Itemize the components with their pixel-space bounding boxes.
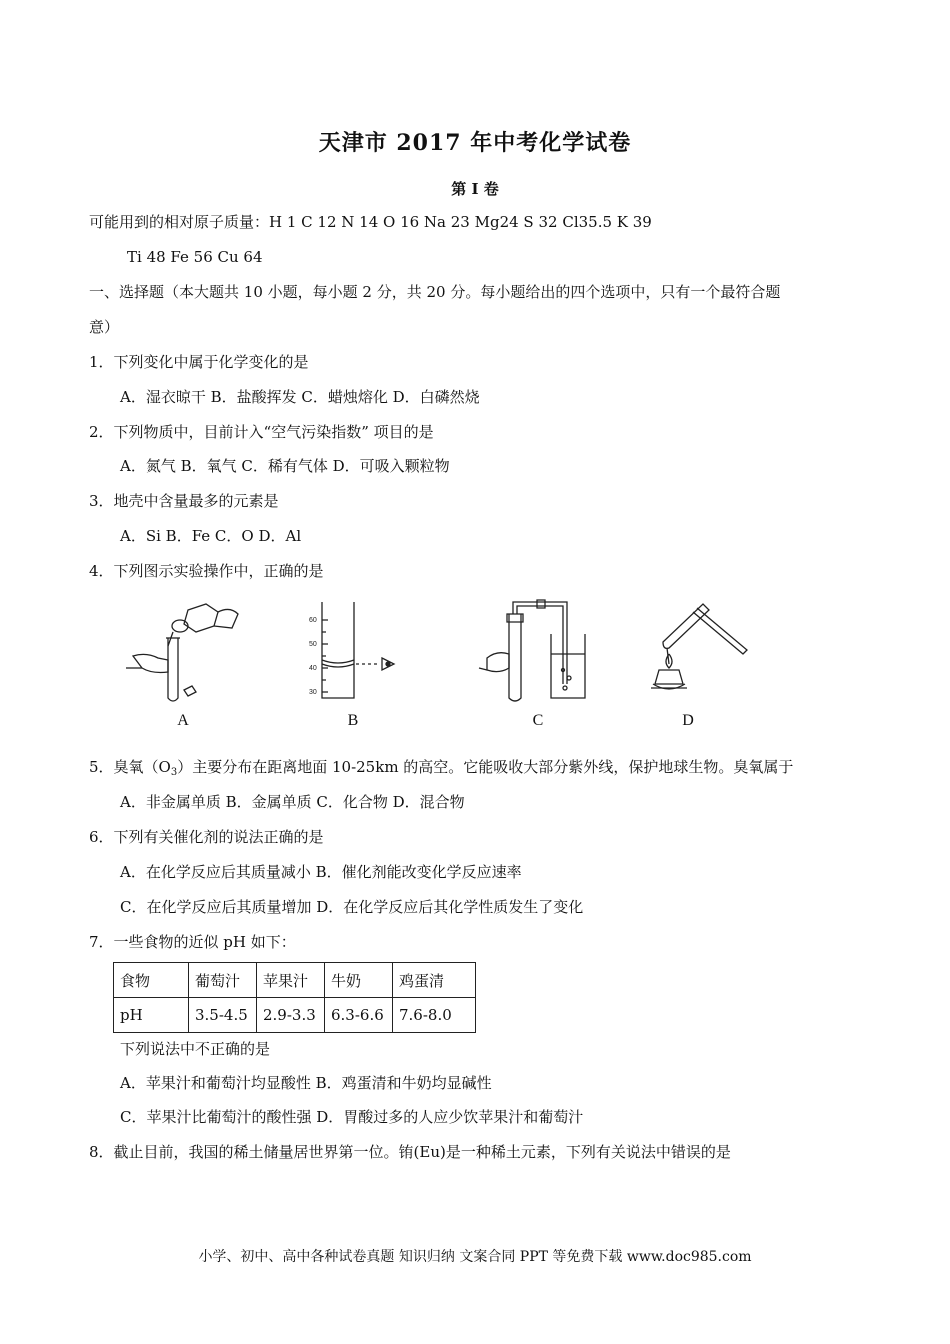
figure-c-label: C [532, 712, 544, 729]
airtightness-check-icon [473, 598, 603, 708]
question-5-subscript: 3 [170, 767, 178, 778]
section-instructions-line2: 意） [89, 318, 120, 336]
question-4-stem: 4．下列图示实验操作中，正确的是 [89, 562, 324, 580]
question-1-stem: 1．下列变化中属于化学变化的是 [89, 353, 309, 371]
table-cell: 7.6-8.0 [393, 998, 476, 1033]
table-cell: 牛奶 [325, 963, 393, 998]
tick-label: 60 [309, 617, 317, 624]
question-1-options: A．湿衣晾干 B．盐酸挥发 C．蜡烛熔化 D．白磷然烧 [120, 388, 480, 406]
table-cell: 苹果汁 [257, 963, 325, 998]
tick-label: 40 [309, 665, 317, 672]
question-3-stem: 3．地壳中含量最多的元素是 [89, 492, 279, 510]
question-2-options: A．氮气 B．氧气 C．稀有气体 D．可吸入颗粒物 [120, 457, 450, 475]
figure-a-label: A [177, 712, 189, 729]
question-5-stem [89, 757, 793, 783]
question-6-options-1: A．在化学反应后其质量减小 B．催化剂能改变化学反应速率 [120, 863, 522, 881]
tick-label: 50 [309, 641, 317, 648]
question-3-options: A．Si B．Fe C．O D．Al [120, 527, 302, 545]
graduated-cylinder-icon [288, 598, 418, 708]
table-cell: 葡萄汁 [189, 963, 257, 998]
ph-table [113, 962, 476, 1033]
question-5-options: A．非金属单质 B．金属单质 C．化合物 D．混合物 [120, 793, 465, 811]
question-7-options-1: A．苹果汁和葡萄汁均显酸性 B．鸡蛋清和牛奶均显碱性 [120, 1074, 492, 1092]
question-7-options-2: C．苹果汁比葡萄汁的酸性强 D．胃酸过多的人应少饮苹果汁和葡萄汁 [120, 1108, 584, 1126]
question-7-question: 下列说法中不正确的是 [120, 1040, 271, 1058]
section-instructions-line1: 一、选择题（本大题共 10 小题，每小题 2 分，共 20 分。每小题给出的四个选项中，只有一个最符合题 [89, 283, 781, 301]
table-cell: 2.9-3.3 [257, 998, 325, 1033]
exam-title: 天津市 2017 年中考化学试卷 [318, 130, 632, 156]
question-4-figures [118, 598, 798, 730]
page-footer: 小学、初中、高中各种试卷真题 知识归纳 文案合同 PPT 等免费下载 www.doc985.com [198, 1249, 752, 1265]
heating-test-tube-icon [623, 598, 753, 708]
question-5-stem-after: ）主要分布在距离地面 10-25km 的高空。它能吸收大部分紫外线，保护地球生物。臭氧属于 [177, 758, 794, 776]
question-6-stem: 6．下列有关催化剂的说法正确的是 [89, 828, 324, 846]
figure-d [623, 598, 753, 730]
table-cell: 鸡蛋清 [393, 963, 476, 998]
question-5-stem-before: 5．臭氧（O [89, 758, 171, 776]
table-cell: 3.5-4.5 [189, 998, 257, 1033]
atomic-masses-line1: 可能用到的相对原子质量：H 1 C 12 N 14 O 16 Na 23 Mg24 S 32 Cl35.5 K 39 [89, 213, 652, 231]
table-row [114, 998, 476, 1033]
figure-c [473, 598, 603, 730]
figure-a [118, 598, 248, 730]
figure-d-label: D [682, 712, 694, 729]
table-row [114, 963, 476, 998]
tick-label: 30 [309, 689, 317, 696]
question-8-stem: 8．截止目前，我国的稀土储量居世界第一位。铕(Eu)是一种稀土元素，下列有关说法中错误的是 [89, 1143, 731, 1161]
question-2-stem: 2．下列物质中，目前计入“空气污染指数” 项目的是 [89, 423, 434, 441]
figure-b [288, 598, 418, 730]
table-cell: 6.3-6.6 [325, 998, 393, 1033]
figure-b-label: B [347, 712, 359, 729]
volume-heading: 第 I 卷 [451, 180, 499, 198]
pouring-liquid-icon [118, 598, 248, 708]
table-cell: pH [114, 998, 189, 1033]
question-6-options-2: C．在化学反应后其质量增加 D．在化学反应后其化学性质发生了变化 [120, 898, 584, 916]
atomic-masses-line2: Ti 48 Fe 56 Cu 64 [127, 248, 263, 266]
table-cell: 食物 [114, 963, 189, 998]
question-7-stem: 7．一些食物的近似 pH 如下： [89, 933, 296, 951]
